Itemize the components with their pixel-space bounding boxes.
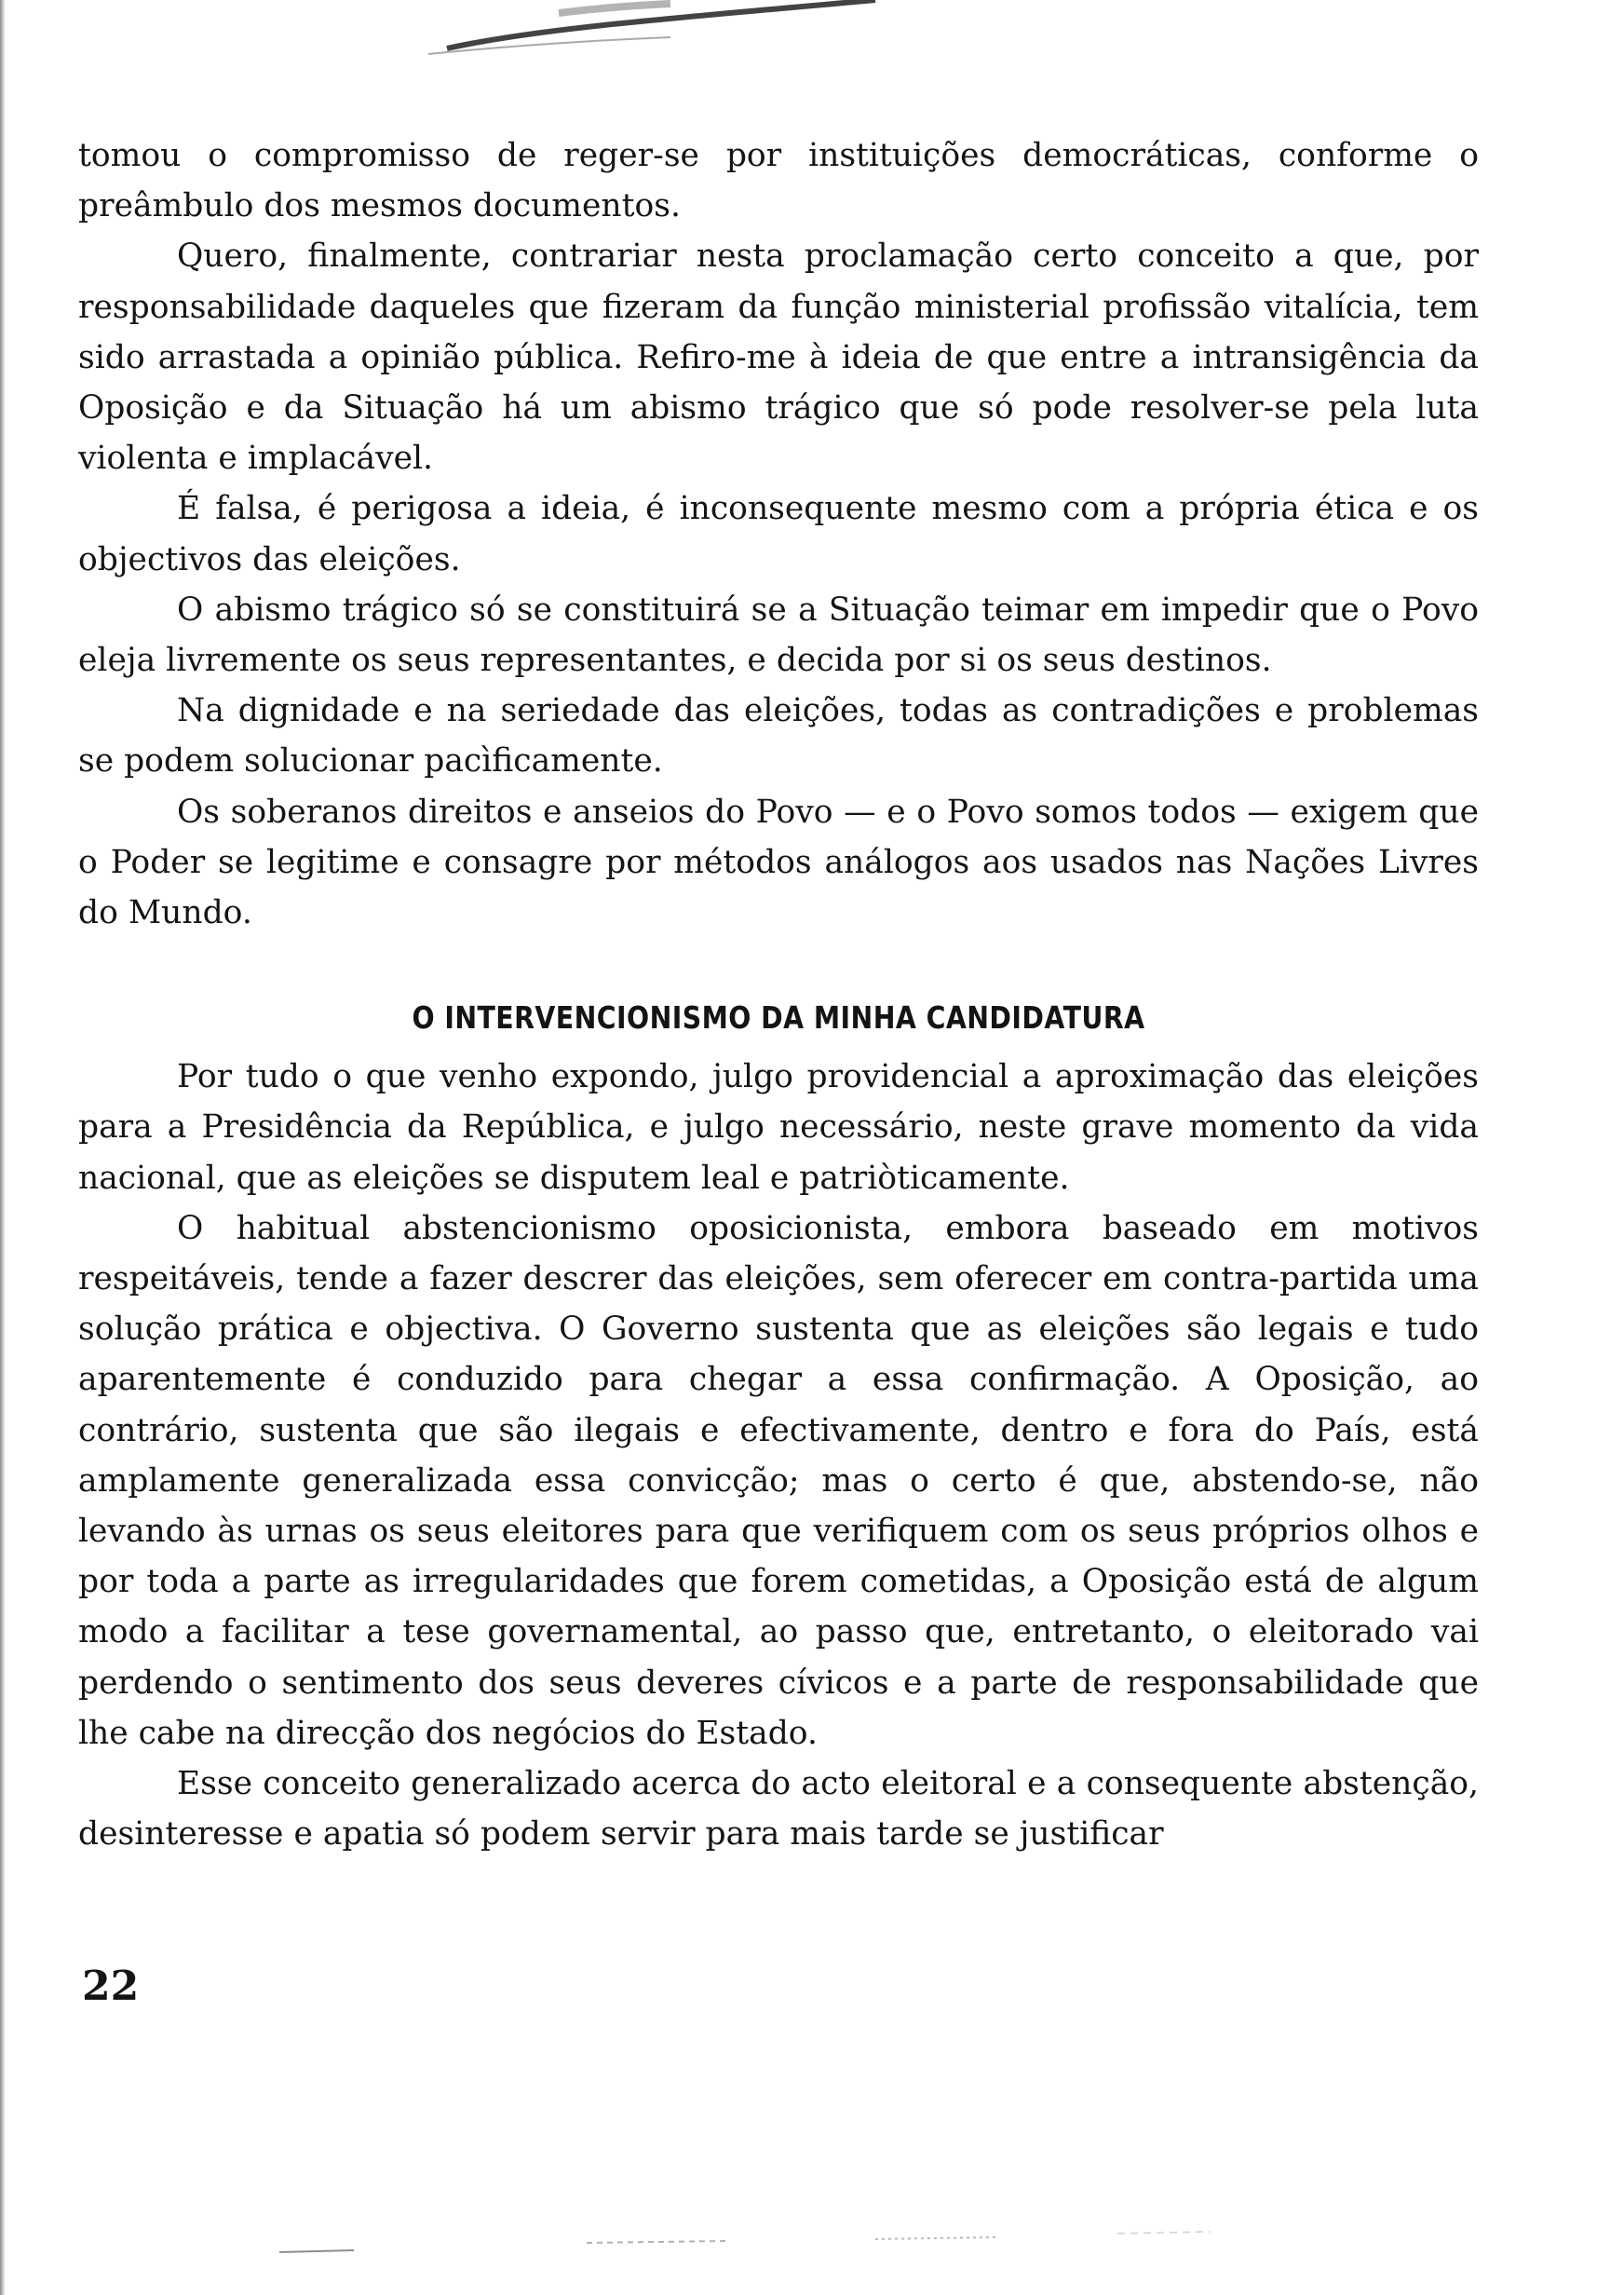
paragraph-conceito: Quero, finalmente, contrariar nesta proclamação certo conceito a que, por responsabilidade daqueles que fizeram da função ministerial profissão vitalícia, tem sido arrastada a opinião pública. Refiro-me à ideia de que entre a intransigência da Oposição e da Situação há um abismo trágico que só pode resolver-se pela luta violenta e implacável.	[78, 238, 1479, 478]
paragraph-soberanos-direitos: Os soberanos direitos e anseios do Povo — e o Povo somos todos — exigem que o Poder se legitime e consagre por métodos análogos aos usados nas Nações Livres do Mundo.	[78, 793, 1479, 932]
paragraph-abstencionismo: O habitual abstencionismo oposicionista, embora baseado em motivos respeitáveis, tende a fazer descrer das eleições, sem oferecer em contra-partida uma solução prática e objectiva. O Governo sustenta que as eleições são legais e tudo aparentemente é conduzido para chegar a essa confirmação. A Oposição, ao contrário, sustenta que são ilegais e efectivamente, dentro e fora do País, está amplamente generalizada essa convicção; mas o certo é que, abstendo-se, não levando às urnas os seus eleitores para que verifiquem com os seus próprios olhos e por toda a parte as irregularidades que forem cometidas, a Oposição está de algum modo a facilitar a tese governamental, ao passo que, entretanto, o eleitorado vai perdendo o sentimento dos seus deveres cívicos e a parte de responsabilidade que lhe cabe na direcção dos negócios do Estado.	[78, 1209, 1479, 1752]
top-ink-smudge	[391, 0, 913, 56]
paragraph-falsa-ideia: É falsa, é perigosa a ideia, é inconsequente mesmo com a própria ética e os objectivos das eleições.	[78, 490, 1479, 578]
body-text	[78, 130, 1479, 1860]
page-left-edge-shadow	[0, 0, 6, 2295]
paragraph-abismo-tragico: O abismo trágico só se constituirá se a Situação teimar em impedir que o Povo eleja livremente os seus representantes, e decida por si os seus destinos.	[78, 591, 1479, 680]
bottom-scan-dust	[279, 2217, 1397, 2254]
paragraph-continuation: tomou o compromisso de reger-se por instituições democráticas, conforme o preâmbulo dos mesmos documentos.	[78, 137, 1479, 225]
paragraph-aproximacao-eleicoes: Por tudo o que venho expondo, julgo providencial a aproximação das eleições para a Presidência da República, e julgo necessário, neste grave momento da vida nacional, que as eleições se disputem leal e patriòticamente.	[78, 1058, 1479, 1197]
section-heading: O INTERVENCIONISMO DA MINHA CANDIDATURA	[412, 999, 1145, 1037]
paragraph-dignidade: Na dignidade e na seriedade das eleições, todas as contradições e problemas se podem solucionar pacìficamente.	[78, 692, 1479, 781]
paragraph-conceito-generalizado: Esse conceito generalizado acerca do acto eleitoral e a consequente abstenção, desinteresse e apatia só podem servir para mais tarde se justificar	[78, 1765, 1479, 1854]
page-number: 22	[82, 1962, 140, 2010]
